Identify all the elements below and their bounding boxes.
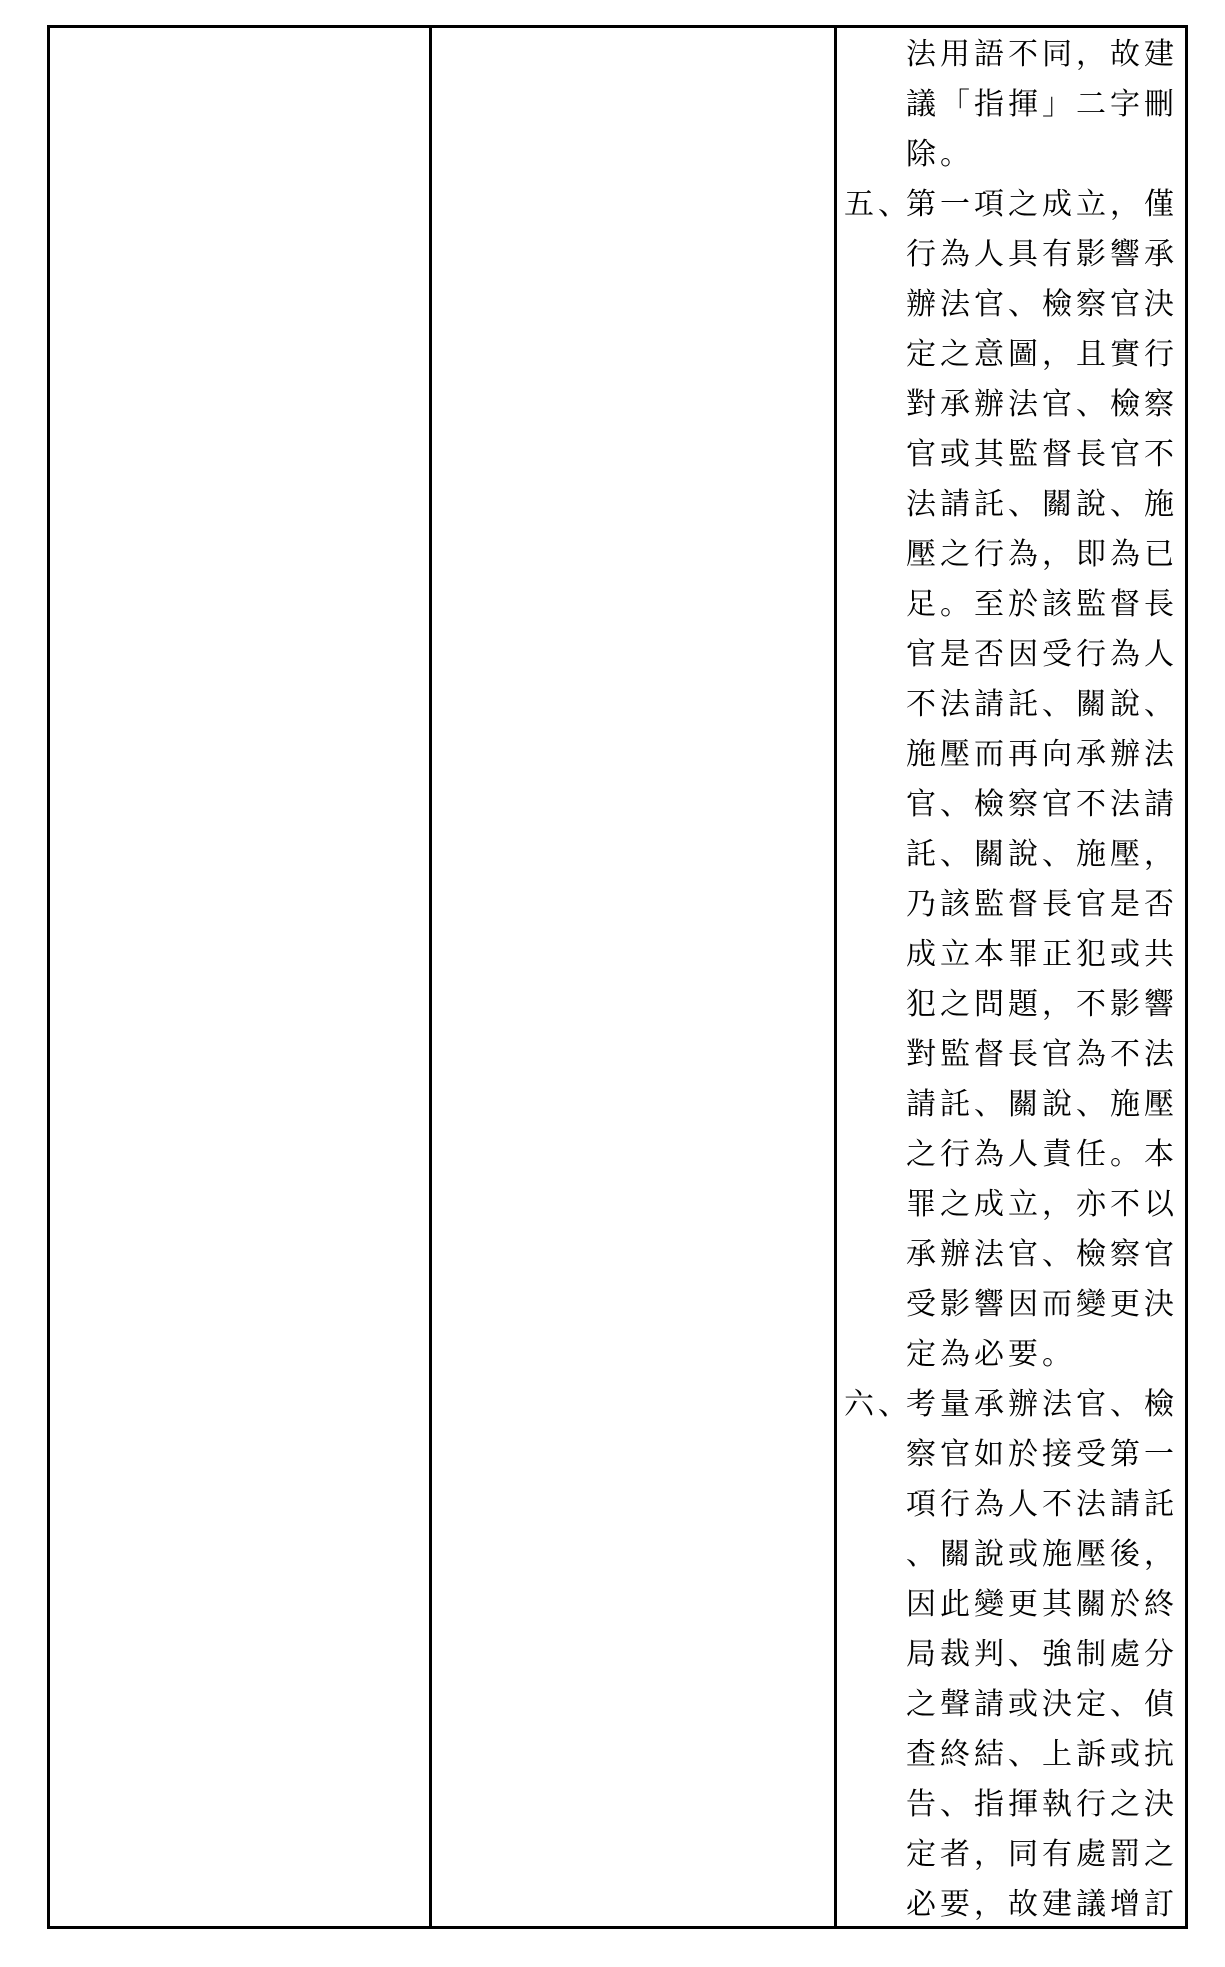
text-line: 、關說或施壓後， (906, 1537, 1178, 1572)
text-line: 乃該監督長官是否 (906, 887, 1178, 922)
text-line: 查終結、上訴或抗 (906, 1737, 1178, 1772)
text-line: 之行為人責任。本 (906, 1137, 1178, 1172)
text-line: 辦法官、檢察官決 (906, 287, 1178, 322)
text-line: 承辦法官、檢察官 (906, 1237, 1178, 1272)
text-line: 施壓而再向承辦法 (906, 737, 1178, 772)
text-line: 法請託、關說、施 (906, 487, 1178, 522)
item-number: 六、 (844, 1387, 912, 1422)
text-line: 對承辦法官、檢察 (906, 387, 1178, 422)
text-line: 官或其監督長官不 (906, 437, 1178, 472)
text-line: 官、檢察官不法請 (906, 787, 1178, 822)
text-line: 定之意圖，且實行 (906, 337, 1178, 372)
text-line: 成立本罪正犯或共 (906, 937, 1178, 972)
text-line: 定為必要。 (906, 1337, 1076, 1372)
text-line: 犯之問題，不影響 (906, 987, 1178, 1022)
text-line: 考量承辦法官、檢 (906, 1387, 1178, 1422)
column-divider-1 (429, 28, 432, 1926)
text-line: 官是否因受行為人 (906, 637, 1178, 672)
comparison-table (47, 25, 1188, 1929)
text-line: 足。至於該監督長 (906, 587, 1178, 622)
explanation-column (837, 28, 1185, 1926)
text-line: 局裁判、強制處分 (906, 1637, 1178, 1672)
text-line: 受影響因而變更決 (906, 1287, 1178, 1322)
text-line: 請託、關說、施壓 (906, 1087, 1178, 1122)
text-line: 告、指揮執行之決 (906, 1787, 1178, 1822)
text-line: 罪之成立，亦不以 (906, 1187, 1178, 1222)
text-line: 之聲請或決定、偵 (906, 1687, 1178, 1722)
text-line: 壓之行為，即為已 (906, 537, 1178, 572)
item-number: 五、 (844, 187, 912, 222)
text-line: 定者，同有處罰之 (906, 1837, 1178, 1872)
text-line: 不法請託、關說、 (906, 687, 1178, 722)
text-line: 對監督長官為不法 (906, 1037, 1178, 1072)
text-line: 行為人具有影響承 (906, 237, 1178, 272)
text-line: 第一項之成立，僅 (906, 187, 1178, 222)
text-line: 法用語不同，故建 (906, 37, 1178, 72)
text-line: 除。 (906, 137, 974, 172)
text-line: 察官如於接受第一 (906, 1437, 1178, 1472)
text-line: 必要，故建議增訂 (906, 1887, 1178, 1922)
text-line: 項行為人不法請託 (906, 1487, 1178, 1522)
text-line: 議「指揮」二字刪 (906, 87, 1178, 122)
text-line: 託、關說、施壓， (906, 837, 1178, 872)
text-line: 因此變更其關於終 (906, 1587, 1178, 1622)
